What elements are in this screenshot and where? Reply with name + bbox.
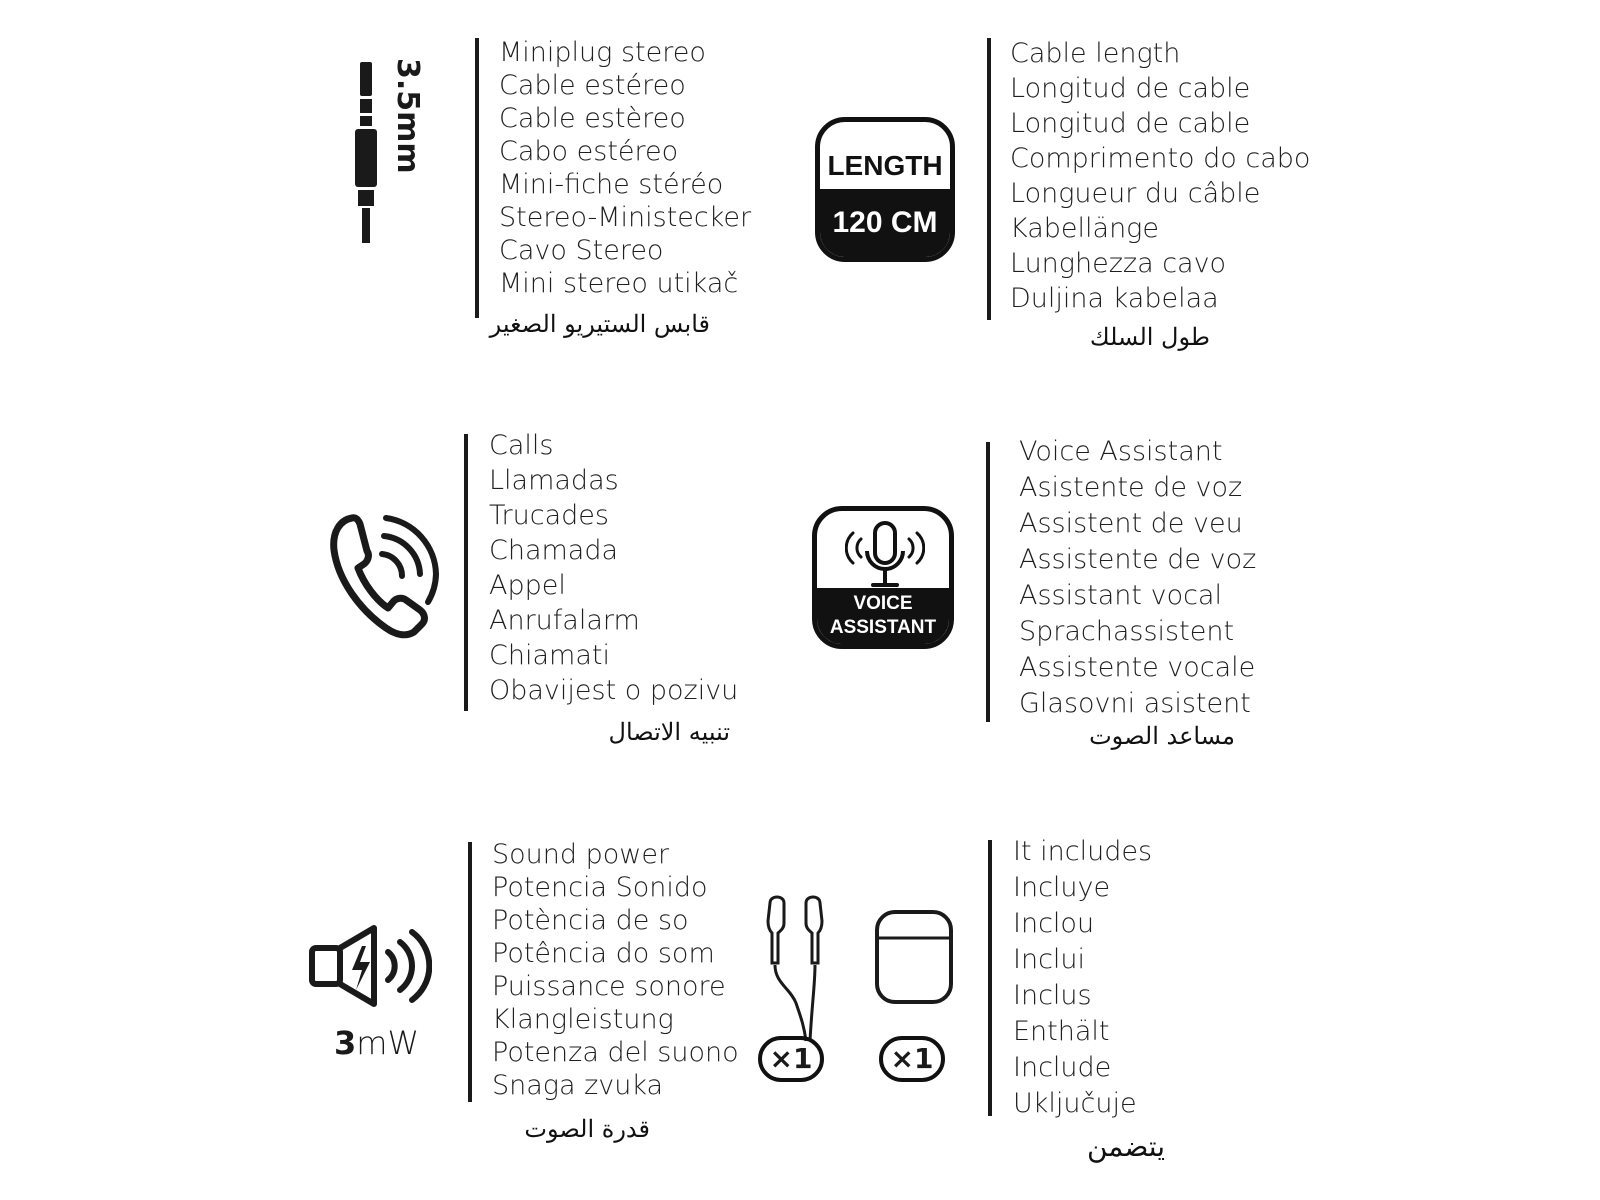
voice-assistant-badge [812, 506, 954, 649]
list-item: Chiamati [489, 640, 610, 671]
list-item: Longueur du câble [1010, 178, 1261, 209]
includes-text-list [1013, 834, 1152, 1122]
list-item: Cable estéreo [499, 70, 686, 101]
list-item: Voice Assistant [1019, 436, 1223, 467]
voice-badge-line1: VOICE [853, 593, 913, 614]
list-item: Glasovni asistent [1019, 688, 1251, 719]
list-item: Appel [489, 570, 566, 601]
list-item: Potència de so [492, 905, 689, 936]
phone-ringing-icon [330, 510, 440, 640]
list-item: Calls [489, 430, 554, 461]
voice-divider [986, 442, 990, 722]
earphones-count: ×1 [758, 1036, 824, 1082]
list-item: Potência do som [492, 938, 715, 969]
list-item: Cable length [1010, 38, 1181, 69]
jack-size-label: 3.5mm [390, 58, 425, 174]
sound-power-value: 3 [334, 1024, 357, 1062]
list-item: Incluye [1013, 872, 1111, 903]
audio-jack-icon [350, 58, 390, 248]
list-item: Puissance sonore [492, 971, 726, 1002]
list-item: Cabo estéreo [499, 136, 679, 167]
list-item: Anrufalarm [489, 605, 640, 636]
includes-arabic-label: يتضمن [1086, 1130, 1165, 1163]
list-item: Potencia Sonido [492, 872, 708, 903]
calls-divider [464, 434, 468, 711]
list-item: Miniplug stereo [499, 37, 706, 68]
cable-text-list [1010, 36, 1310, 316]
list-item: Longitud de cable [1010, 73, 1251, 104]
list-item: Sprachassistent [1019, 616, 1235, 647]
jack-arabic-label: قابس الستيريو الصغير [489, 310, 710, 338]
list-item: Cavo Stereo [499, 235, 664, 266]
list-item: Assistent de veu [1019, 508, 1243, 539]
earphones-icon [760, 893, 840, 1043]
length-badge-title: LENGTH [827, 150, 943, 181]
jack-divider [475, 38, 479, 318]
list-item: Snaga zvuka [492, 1070, 664, 1101]
length-badge [815, 117, 955, 262]
list-item: Mini stereo utikač [499, 268, 739, 299]
list-item: Inclou [1013, 908, 1095, 939]
list-item: Longitud de cable [1010, 108, 1251, 139]
list-item: Llamadas [489, 465, 619, 496]
calls-arabic-label: تنبيه الاتصال [608, 718, 730, 746]
cable-divider [987, 38, 991, 320]
list-item: Chamada [489, 535, 619, 566]
list-item: Assistente de voz [1019, 544, 1257, 575]
sound-divider [468, 842, 472, 1102]
list-item: Lunghezza cavo [1010, 248, 1227, 279]
list-item: Uključuje [1013, 1088, 1137, 1119]
voice-text-list [1019, 434, 1256, 722]
list-item: Asistente de voz [1019, 472, 1243, 503]
case-count: ×1 [879, 1036, 945, 1082]
list-item: Trucades [489, 500, 609, 531]
cable-arabic-label: طول السلك [1089, 323, 1210, 351]
charging-case-icon [873, 908, 955, 1006]
list-item: Assistente vocale [1019, 652, 1256, 683]
voice-badge-label [817, 588, 949, 644]
sound-arabic-label: قدرة الصوت [524, 1115, 650, 1143]
voice-arabic-label: مساعد الصوت [1089, 722, 1235, 750]
length-badge-value: 120 CM [820, 189, 950, 257]
list-item: Duljina kabelaa [1010, 283, 1219, 314]
microphone-icon [845, 517, 925, 593]
speaker-power-icon [308, 924, 432, 1008]
list-item: Mini-fiche stéréo [499, 169, 724, 200]
calls-text-list [489, 428, 738, 708]
list-item: It includes [1013, 836, 1153, 867]
list-item: Potenza del suono [492, 1037, 739, 1068]
list-item: Comprimento do cabo [1010, 143, 1311, 174]
list-item: Sound power [492, 839, 670, 870]
list-item: Kabellänge [1010, 213, 1160, 244]
list-item: Stereo-Ministecker [499, 202, 752, 233]
list-item: Klangleistung [492, 1004, 674, 1035]
list-item: Inclui [1013, 944, 1086, 975]
list-item: Inclus [1013, 980, 1092, 1011]
includes-divider [988, 840, 992, 1116]
list-item: Cable estèreo [499, 103, 686, 134]
list-item: Assistant vocal [1019, 580, 1222, 611]
list-item: Enthält [1013, 1016, 1110, 1047]
sound-power-unit: mW [356, 1024, 420, 1062]
sound-power-rating [334, 1024, 419, 1062]
jack-text-list [499, 36, 751, 300]
sound-text-list [492, 838, 739, 1102]
list-item: Obavijest o pozivu [489, 675, 739, 706]
voice-badge-line2: ASSISTANT [829, 617, 937, 638]
list-item: Include [1013, 1052, 1112, 1083]
